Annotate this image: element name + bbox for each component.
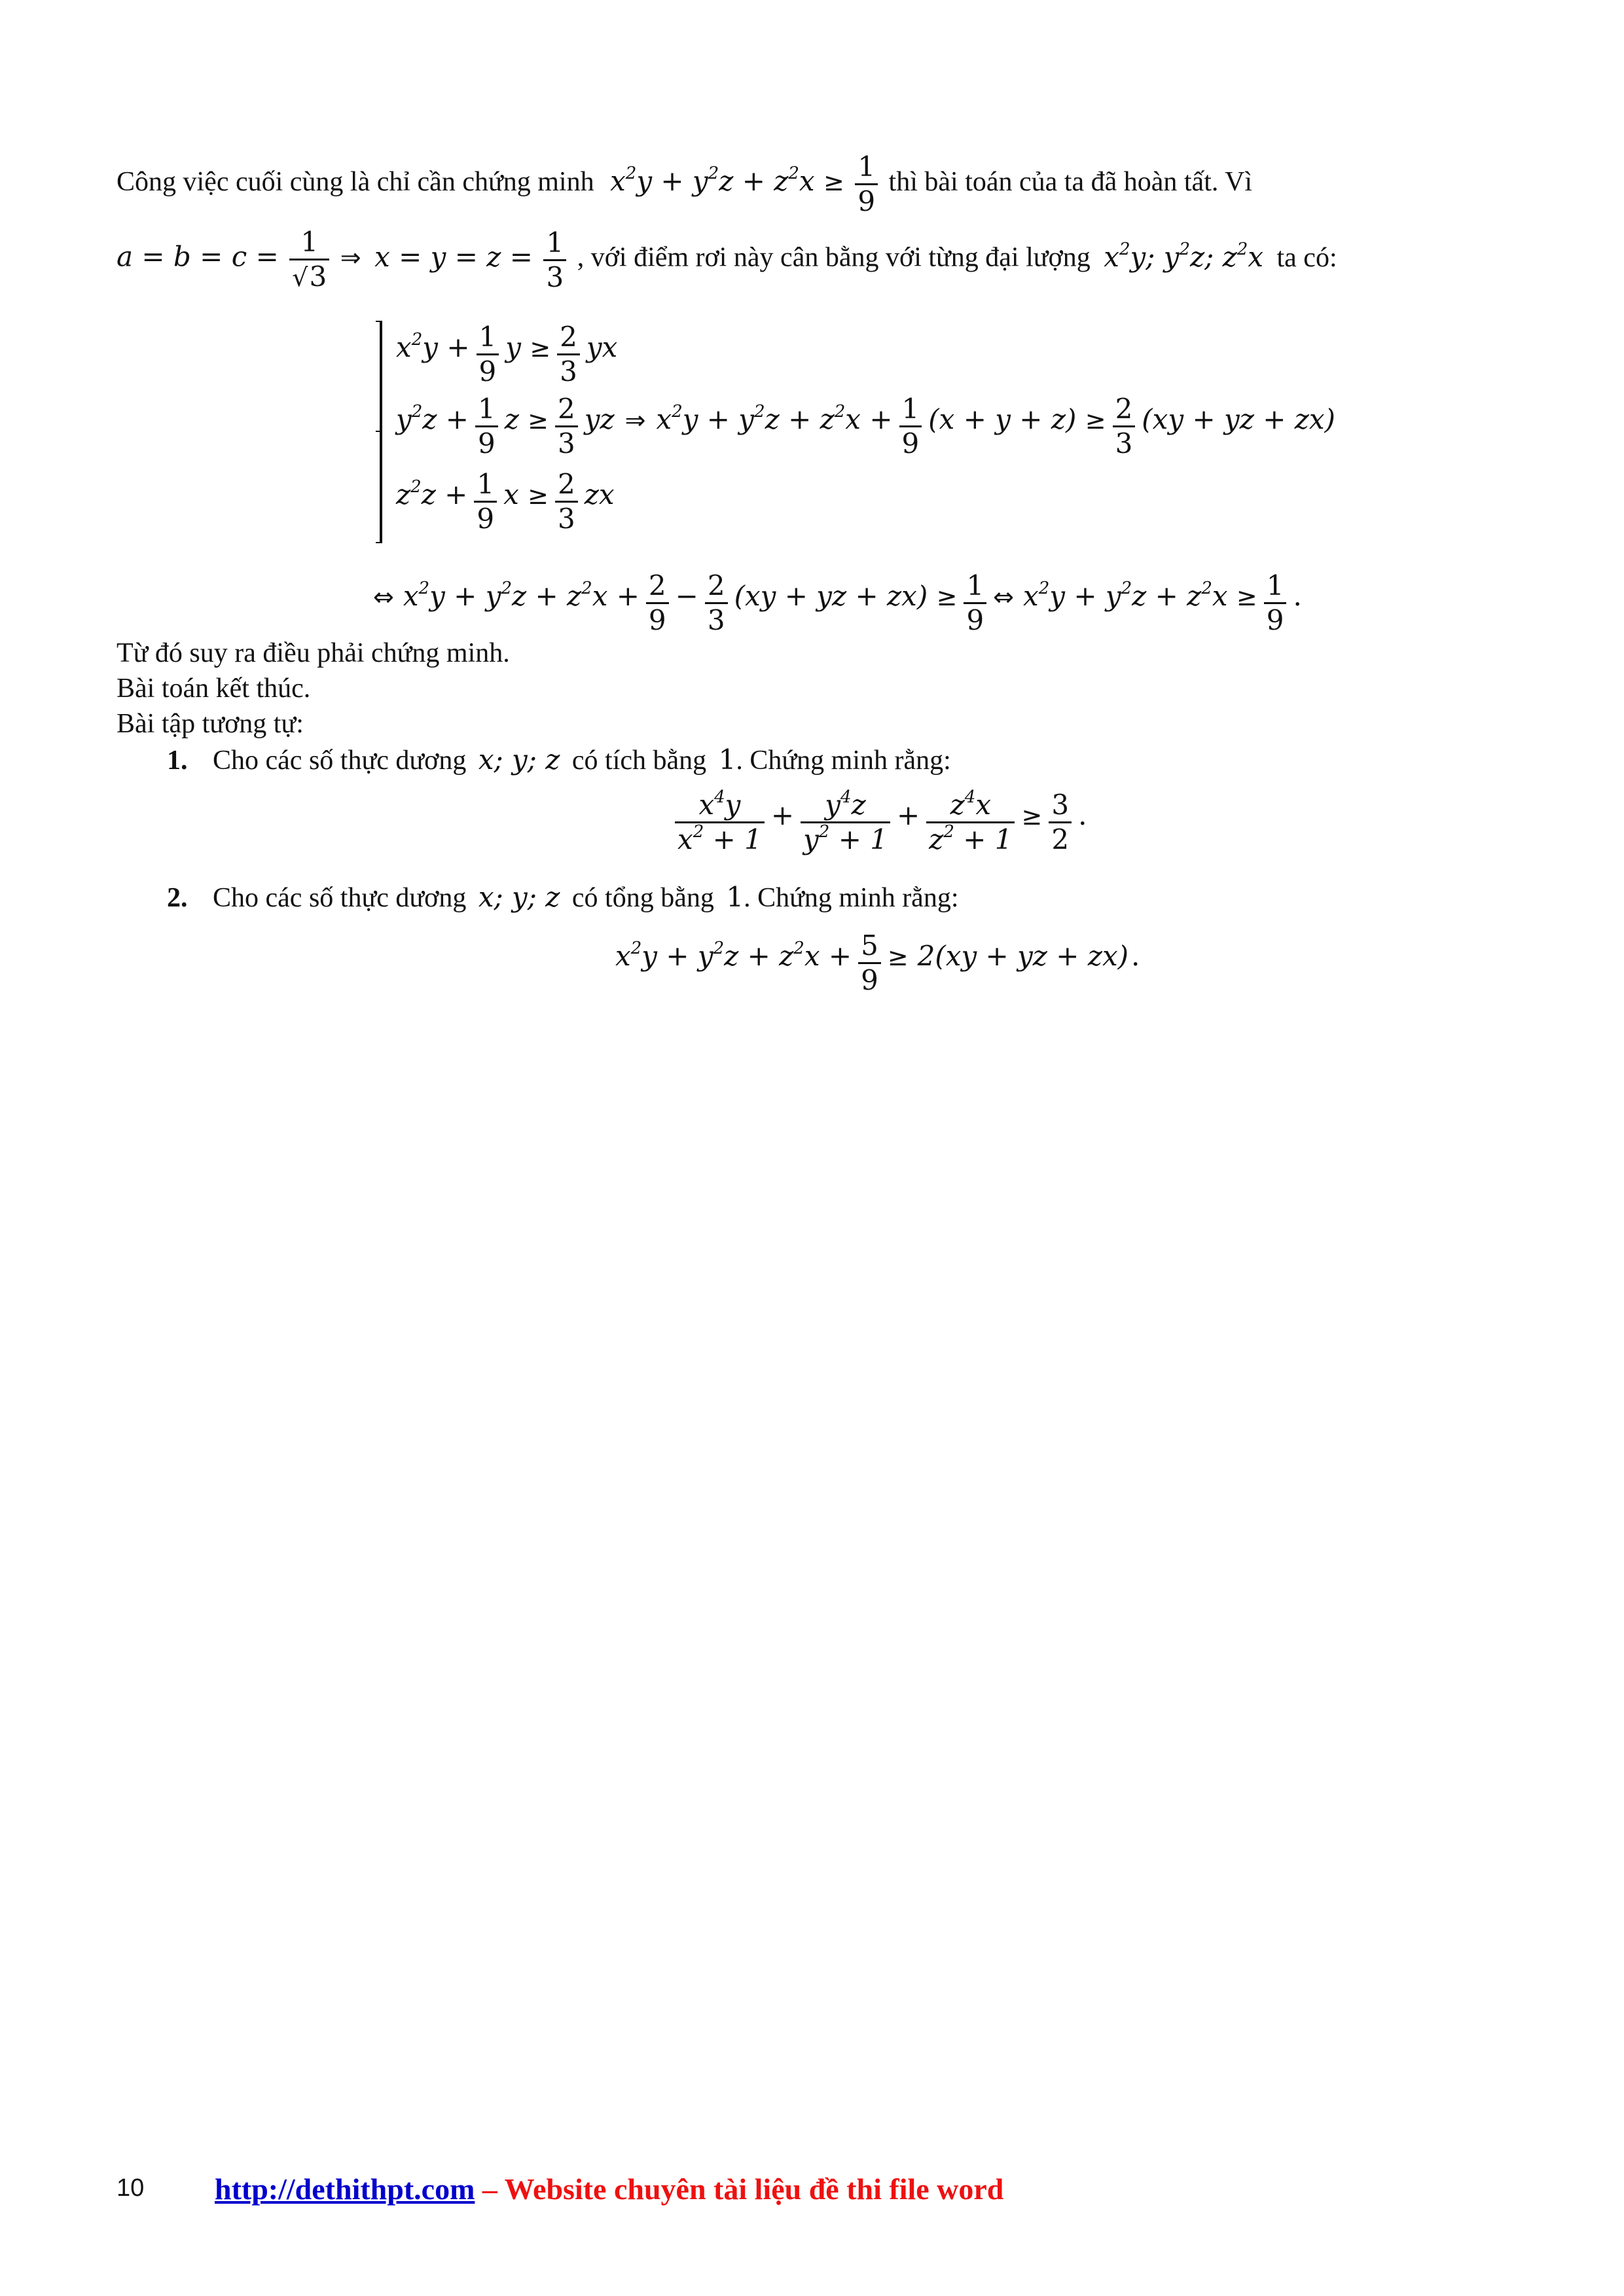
footer [117, 2174, 144, 2202]
system-brace [380, 321, 389, 543]
intro-text-a: Công việc cuối cùng là chỉ cần chứng minh [117, 167, 594, 198]
conclusion-line-1: Từ đó suy ra điều phải chứng minh. [117, 638, 510, 668]
intro-text-b: thì bài toán của ta đã hoàn tất. Vì [888, 167, 1253, 198]
system-row-1: $x^2y$ + $\frac{1}{9}$ y ≥ $\frac{2}{3}$ yx [396, 321, 618, 387]
exercises-heading: Bài tập tương tự: [117, 709, 304, 739]
exercise-2: 2. Cho các số thực dương x; y; z có tổng bằng 1. Chứng minh rằng: [167, 881, 959, 913]
website-tagline: – Website chuyên tài liệu đề thi file word [475, 2172, 1004, 2206]
exercise-2-formula: $x^2y + y^2z + z^2x$ + $\frac{5}{9}$ ≥ 2(xy + yz + zx) . [615, 929, 1140, 996]
conclusion-line-2: Bài toán kết thúc. [117, 673, 311, 704]
math-inline: $x^2y + y^2z + z^2x$ ≥ [610, 164, 844, 198]
exercise-number: 2. [167, 883, 188, 913]
system-row-3: $z^2z$ + $\frac{1}{9}$ x ≥ $\frac{2}{3}$ zx [396, 468, 615, 535]
math-inline: $x^2y$; $y^2z$; $z^2x$ [1104, 239, 1263, 273]
implies-icon: ⇒ [340, 243, 361, 272]
math-inline: a = b = c = [117, 240, 279, 273]
exercise-1-formula: $\frac{x^4y}{x^2 + 1}$ + $\frac{y^4z}{y^2 + 1}$ + $\frac{z^4x}{z^2 + 1}$ ≥ $\frac{3}{2}$ . [671, 789, 1087, 856]
intro-line-2 [117, 226, 1337, 294]
page-number: 10 [117, 2174, 145, 2202]
exercise-1: 1. Cho các số thực dương x; y; z có tích bằng 1. Chứng minh rằng: [167, 744, 951, 776]
system-row-2: $y^2z$ + $\frac{1}{9}$ z ≥ $\frac{2}{3}$ yz ⇒ $x^2y + y^2z + z^2x$ + $\frac{1}{9}$ (x + y + z) ≥ $\frac{2}{3}$ (xy + yz + zx) [396, 393, 1335, 459]
math-inline: x = y = z = [374, 240, 533, 273]
math-fraction: $\frac{1}{3}$ [543, 226, 566, 294]
math-fraction: $\frac{1}{√3}$ [289, 226, 329, 294]
math-fraction: $\frac{1}{9}$ [855, 151, 878, 218]
exercise-number: 1. [167, 745, 188, 776]
website-link[interactable]: http://dethithpt.com [215, 2172, 475, 2206]
intro-text-line2b: , với điểm rơi này cân bằng với từng đại lượng [577, 242, 1091, 273]
equivalence-line: ⇔ $x^2y + y^2z + z^2x$ + $\frac{2}{9}$ − $\frac{2}{3}$ (xy + yz + zx) ≥ $\frac{1}{9}$ ⇔ $x^2y + y^2z + z^2x$ ≥ $\frac{1}{9}$ . [373, 569, 1302, 636]
intro-text-line2c: ta có: [1276, 242, 1337, 273]
intro-line-1 [117, 151, 1252, 218]
footer-banner [215, 2172, 1003, 2206]
